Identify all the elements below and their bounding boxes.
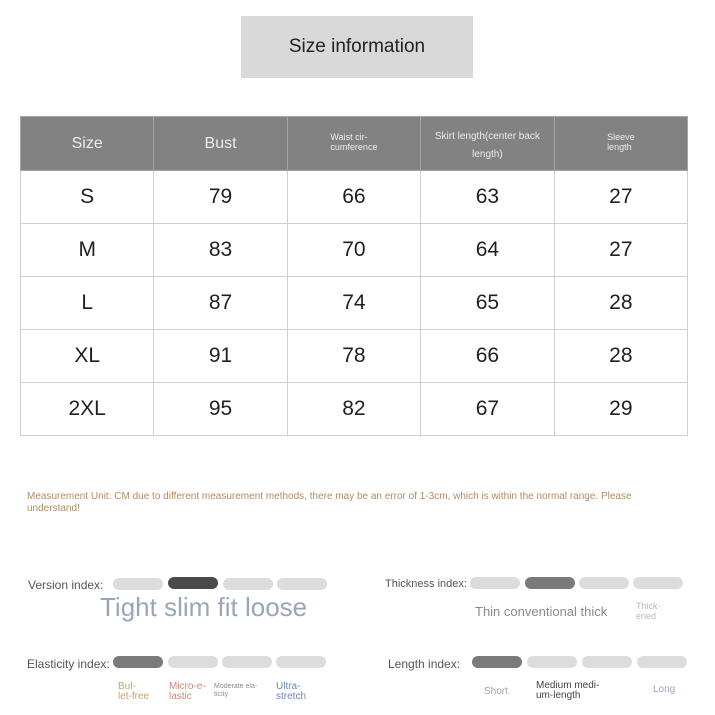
thickness-options bbox=[475, 604, 607, 619]
cell-size: S bbox=[21, 171, 154, 224]
header-sleeve-label: Sleeve length bbox=[607, 132, 635, 152]
header-skirt-length bbox=[421, 117, 555, 171]
header-bust bbox=[154, 117, 287, 171]
cell-size: 2XL bbox=[21, 383, 154, 436]
thickness-pill-1 bbox=[470, 577, 520, 589]
version-index-label: Version index: bbox=[28, 578, 104, 592]
thickness-option-thickened: Thick- ened bbox=[636, 601, 661, 621]
header-waist bbox=[287, 117, 420, 171]
header-size-label: Size bbox=[71, 134, 103, 152]
cell-waist: 74 bbox=[287, 277, 420, 330]
thickness-option-thick: thick bbox=[580, 604, 608, 619]
version-pill-2 bbox=[168, 577, 218, 589]
size-table bbox=[20, 116, 688, 436]
cell-skirt: 64 bbox=[421, 224, 555, 277]
cell-waist: 70 bbox=[287, 224, 420, 277]
cell-waist: 78 bbox=[287, 330, 420, 383]
elasticity-index-label: Elasticity index: bbox=[27, 657, 110, 671]
elasticity-option-micro-elastic: Micro-e- lastic bbox=[169, 681, 206, 702]
cell-size: L bbox=[21, 277, 154, 330]
length-pill-4 bbox=[637, 656, 687, 668]
header-sleeve-length bbox=[554, 117, 687, 171]
cell-sleeve: 27 bbox=[554, 224, 687, 277]
length-index-label: Length index: bbox=[388, 657, 461, 671]
version-option-loose: loose bbox=[244, 592, 308, 622]
cell-waist: 82 bbox=[287, 383, 420, 436]
thickness-index-label: Thickness index: bbox=[385, 578, 467, 590]
cell-waist: 66 bbox=[287, 171, 420, 224]
cell-skirt: 63 bbox=[421, 171, 555, 224]
length-pill-2 bbox=[527, 656, 577, 668]
thickness-pill-2 bbox=[525, 577, 575, 589]
thickness-option-conventional: conventional bbox=[503, 604, 577, 619]
measurement-note: Measurement Unit: CM due to different measurement methods, there may be an error of 1-3cm, which is within the normal range. Please understand! bbox=[27, 491, 632, 514]
table-row bbox=[21, 171, 688, 224]
cell-skirt: 67 bbox=[421, 383, 555, 436]
cell-bust: 95 bbox=[154, 383, 287, 436]
elasticity-option-ultra-stretch: Ultra- stretch bbox=[276, 681, 307, 702]
page-title bbox=[241, 16, 473, 78]
header-bust-label: Bust bbox=[204, 134, 237, 152]
thickness-pill-4 bbox=[633, 577, 683, 589]
table-row bbox=[21, 277, 688, 330]
cell-sleeve: 28 bbox=[554, 277, 687, 330]
cell-bust: 91 bbox=[154, 330, 287, 383]
version-pill-1 bbox=[113, 578, 163, 590]
elasticity-pill-2 bbox=[168, 656, 218, 668]
elasticity-option-bullet-free: Bul- let-free bbox=[118, 681, 150, 702]
elasticity-pill-1 bbox=[113, 656, 163, 668]
thickness-pill-3 bbox=[579, 577, 629, 589]
length-option-short: Short bbox=[484, 686, 508, 697]
table-row bbox=[21, 383, 688, 436]
header-size bbox=[21, 117, 154, 171]
version-pill-3 bbox=[223, 578, 273, 590]
cell-size: XL bbox=[21, 330, 154, 383]
length-pill-3 bbox=[582, 656, 632, 668]
cell-sleeve: 27 bbox=[554, 171, 687, 224]
table-row bbox=[21, 224, 688, 277]
length-pill-1 bbox=[472, 656, 522, 668]
elasticity-pill-4 bbox=[276, 656, 326, 668]
table-header-row bbox=[21, 117, 688, 171]
table-row bbox=[21, 330, 688, 383]
cell-sleeve: 29 bbox=[554, 383, 687, 436]
length-option-long: Long bbox=[653, 684, 676, 695]
cell-skirt: 66 bbox=[421, 330, 555, 383]
cell-sleeve: 28 bbox=[554, 330, 687, 383]
version-option-slim-fit: slim fit bbox=[164, 592, 238, 622]
header-skirt-label: Skirt length(center back length) bbox=[434, 130, 540, 160]
elasticity-pill-3 bbox=[222, 656, 272, 668]
cell-skirt: 65 bbox=[421, 277, 555, 330]
thickness-option-thin: Thin bbox=[475, 604, 501, 619]
version-option-tight: Tight bbox=[100, 592, 157, 622]
cell-bust: 79 bbox=[154, 171, 287, 224]
length-option-medium: Medium medi- um-length bbox=[536, 680, 600, 701]
version-options bbox=[100, 592, 307, 623]
title-text: Size information bbox=[288, 36, 426, 57]
cell-bust: 83 bbox=[154, 224, 287, 277]
cell-size: M bbox=[21, 224, 154, 277]
header-waist-label: Waist cir- cumference bbox=[330, 132, 378, 152]
version-pill-4 bbox=[277, 578, 327, 590]
cell-bust: 87 bbox=[154, 277, 287, 330]
elasticity-option-moderate: Moderate ela- ticity bbox=[214, 683, 258, 698]
